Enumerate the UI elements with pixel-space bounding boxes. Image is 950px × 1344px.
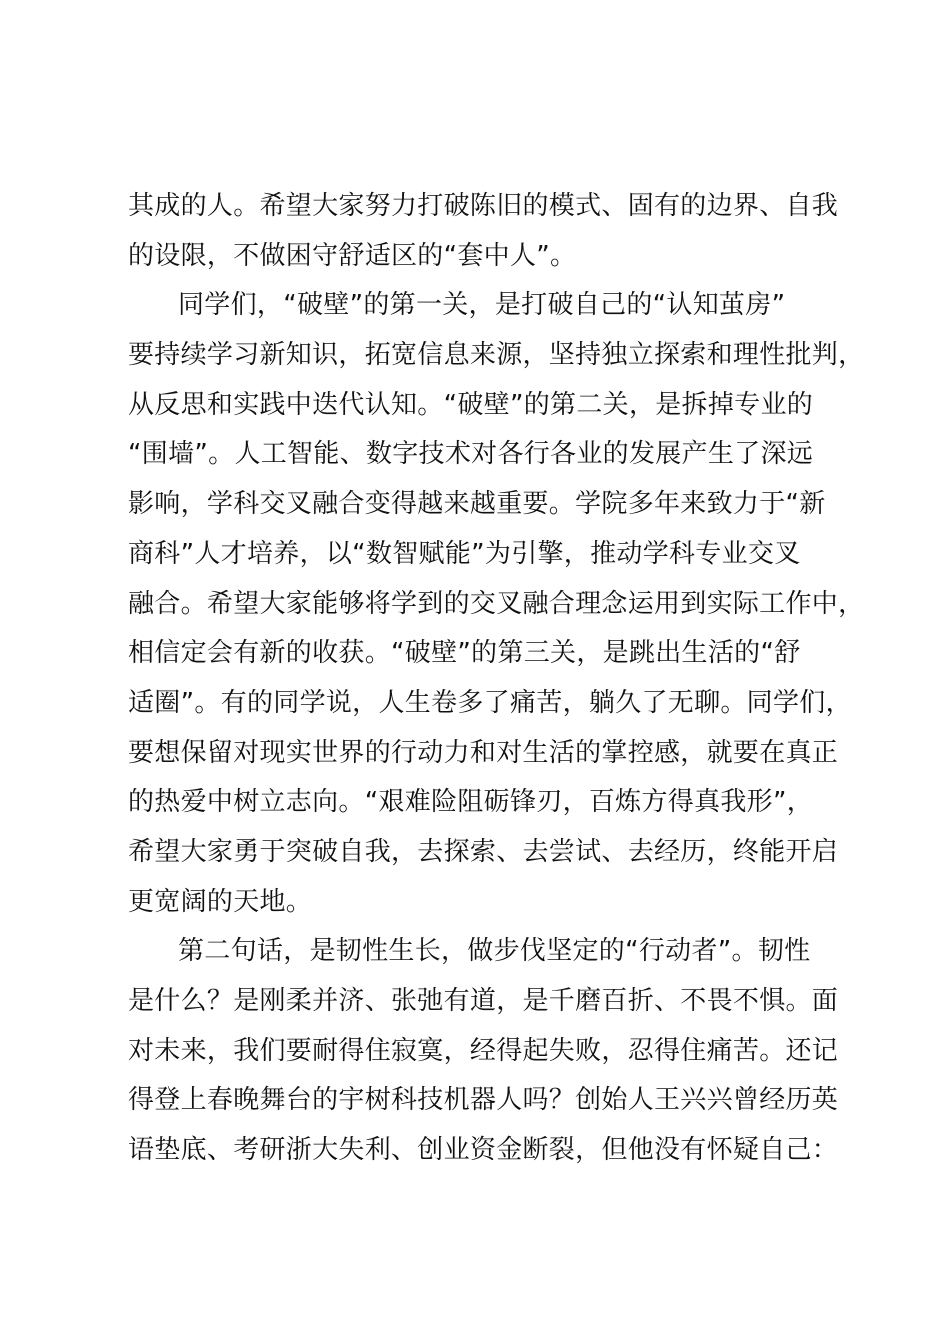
text-line-9: 融合。希望大家能够将学到的交叉融合理念运用到实际工作中， — [128, 588, 865, 619]
text-line-12: 要想保留对现实世界的行动力和对生活的掌控感，就要在真正 — [128, 737, 839, 768]
text-line-18: 对未来，我们要耐得住寂寞，经得起失败，忍得住痛苦。还记 — [128, 1035, 839, 1066]
text-line-5: 从反思和实践中迭代认知。“破壁”的第二关，是拆掉专业的 — [128, 389, 814, 420]
text-line-2: 的设限，不做困守舒适区的“套中人”。 — [128, 240, 577, 271]
text-line-4: 要持续学习新知识，拓宽信息来源，坚持独立探索和理性批判， — [128, 340, 865, 371]
text-line-11: 适圈”。有的同学说，人生卷多了痛苦，躺久了无聊。同学们， — [128, 687, 852, 718]
text-line-13: 的热爱中树立志向。“艰难险阻砺锋刃，百炼方得真我形”， — [128, 787, 814, 818]
text-line-6: “围墙”。人工智能、数字技术对各行各业的发展产生了深远 — [128, 439, 814, 470]
text-line-10: 相信定会有新的收获。“破壁”的第三关，是跳出生活的“舒 — [128, 638, 801, 669]
text-line-19: 得登上春晚舞台的宇树科技机器人吗？创始人王兴兴曾经历英 — [128, 1085, 839, 1116]
text-line-17: 是什么？是刚柔并济、张弛有道，是千磨百折、不畏不惧。面 — [128, 986, 839, 1016]
text-line-1: 其成的人。希望大家努力打破陈旧的模式、固有的边界、自我 — [128, 191, 839, 221]
text-line-15: 更宽阔的天地。 — [128, 886, 313, 917]
text-line-20: 语垫底、考研浙大失利、创业资金断裂，但他没有怀疑自己： — [128, 1135, 839, 1166]
text-line-8: 商科”人才培养，以“数智赋能”为引擎，推动学科专业交叉 — [128, 538, 801, 569]
text-line-14: 希望大家勇于突破自我，去探索、去尝试、去经历，终能开启 — [128, 836, 839, 867]
text-line-7: 影响，学科交叉融合变得越来越重要。学院多年来致力于“新 — [128, 489, 826, 520]
body-text — [128, 182, 865, 1176]
paragraph-start-line-3: 同学们，“破壁”的第一关，是打破自己的“认知茧房” — [178, 290, 786, 321]
paragraph-start-line-16: 第二句话，是韧性生长，做步伐坚定的“行动者”。韧性 — [178, 936, 811, 967]
